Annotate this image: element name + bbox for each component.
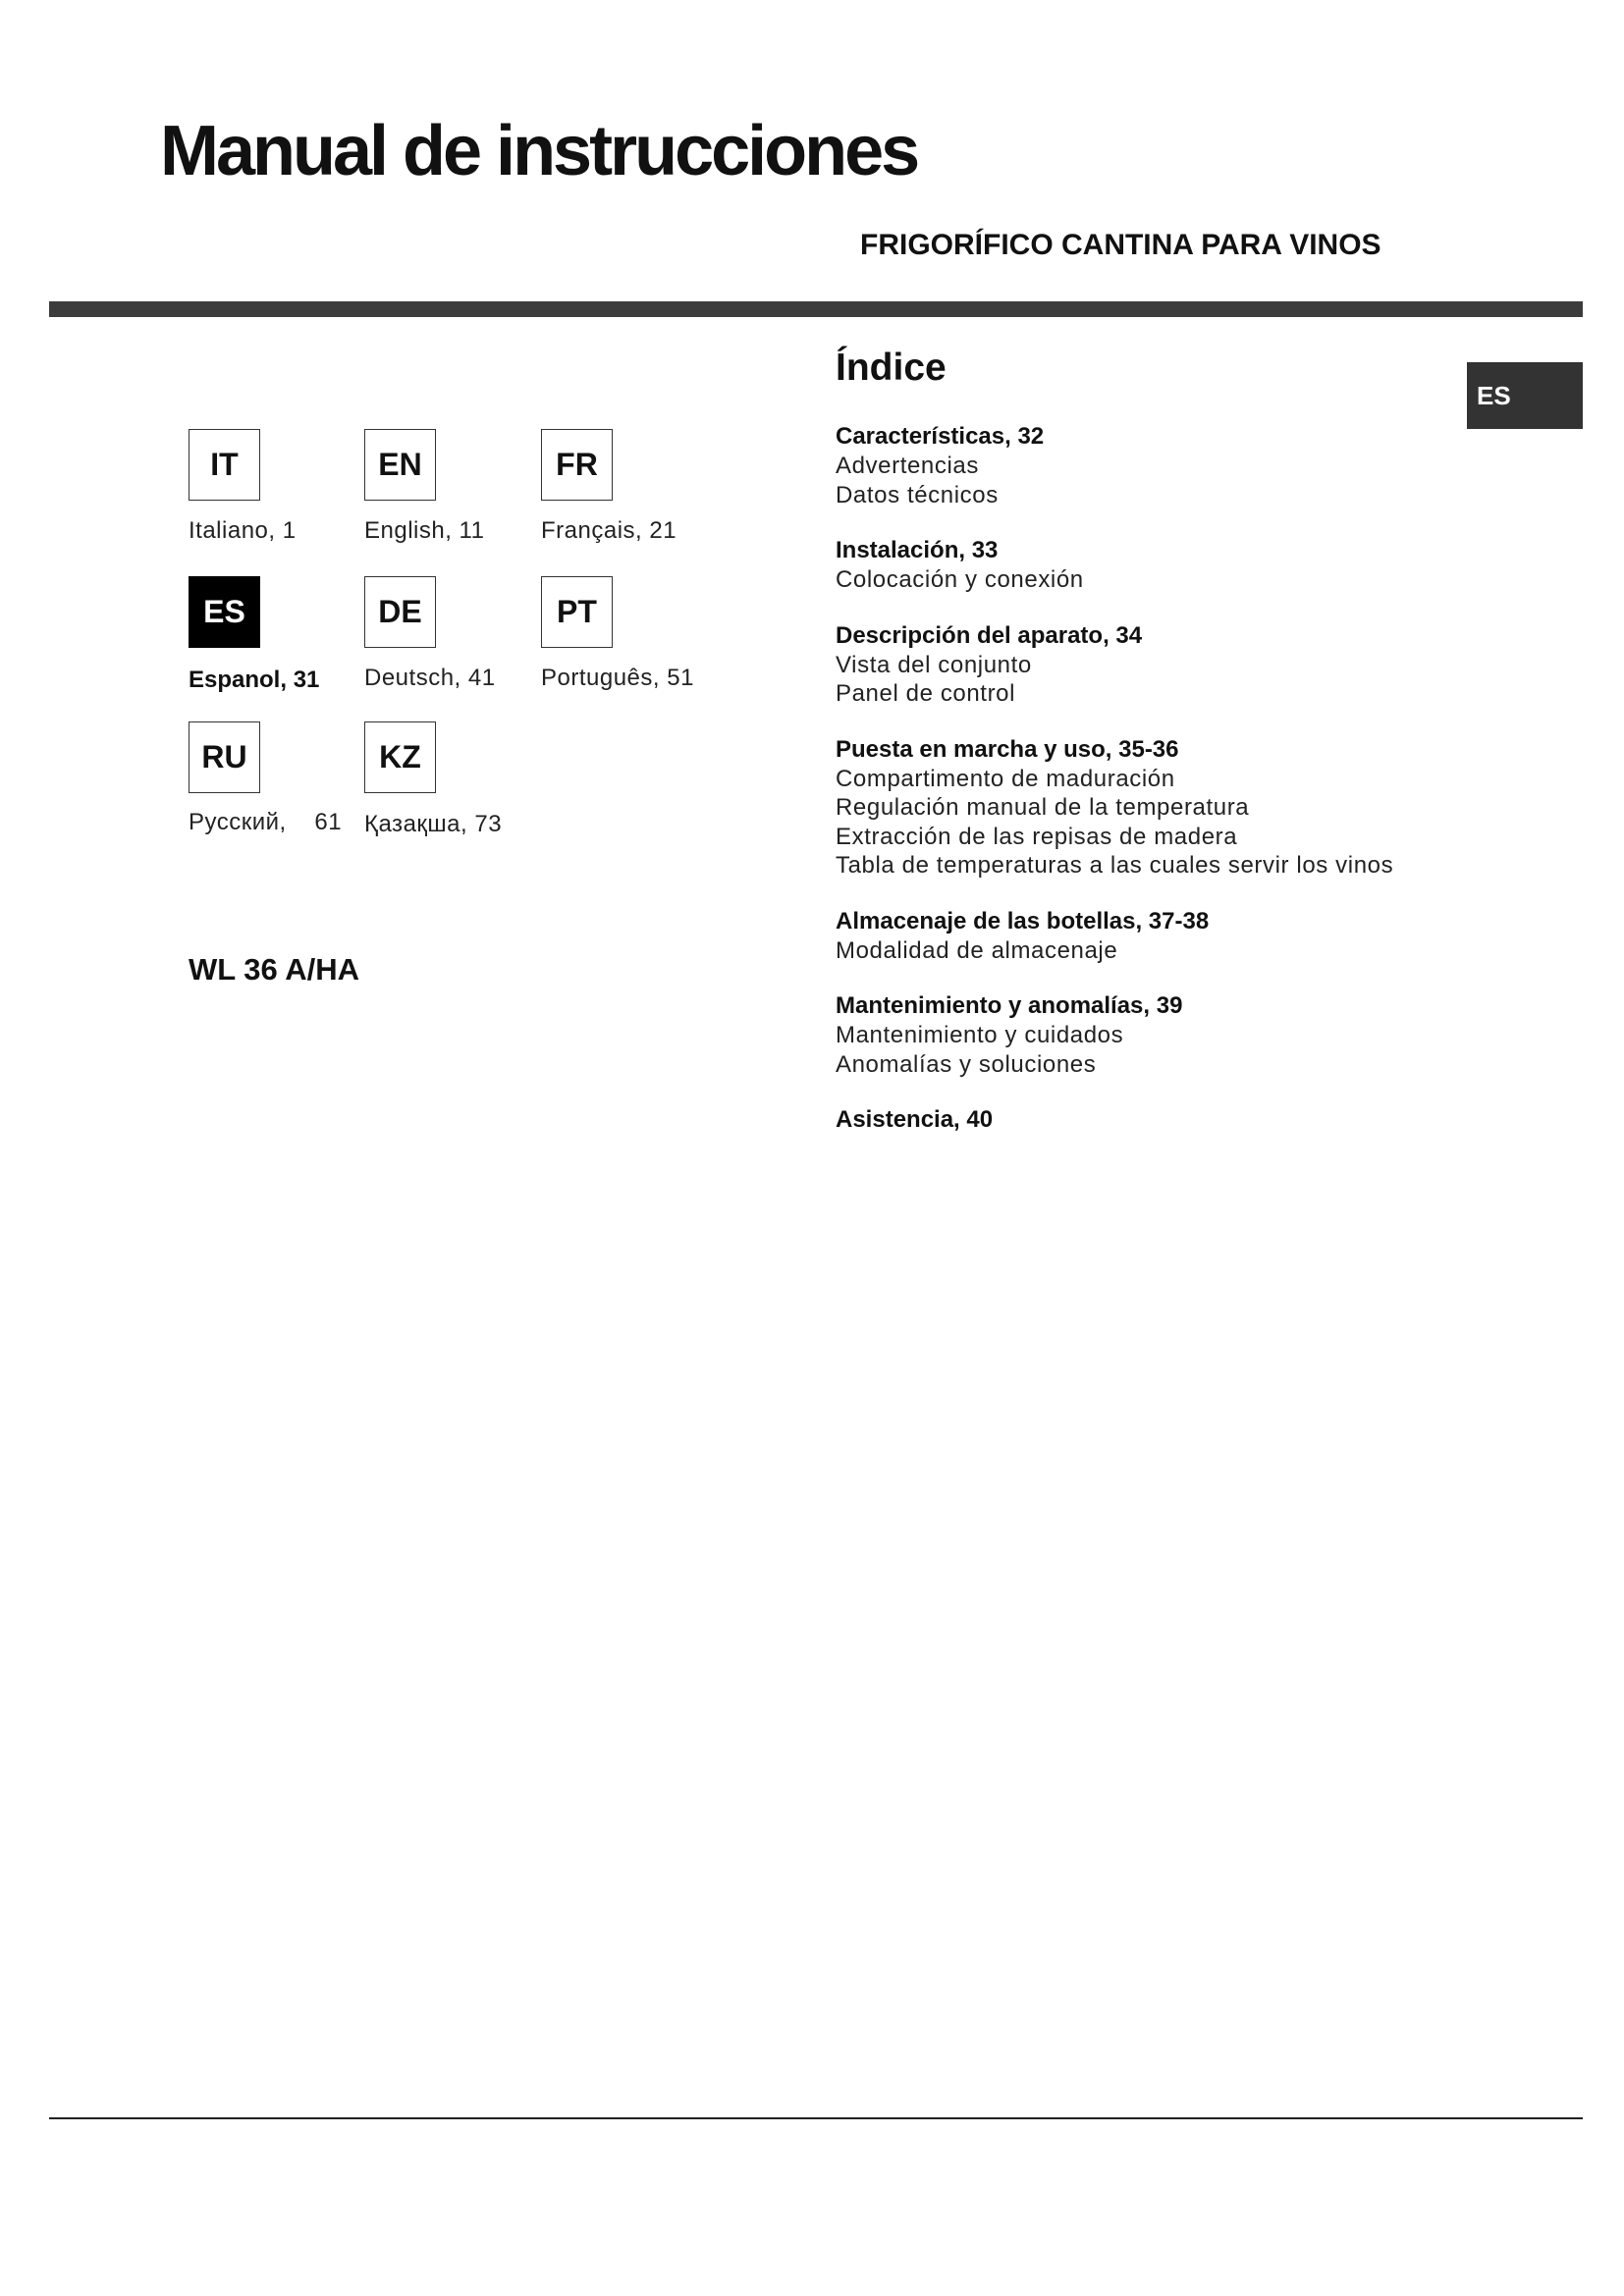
lang-box-fr[interactable]: FR (541, 429, 613, 501)
toc-title: Índice (836, 347, 947, 389)
toc-section (836, 991, 1523, 1079)
toc-section (836, 621, 1523, 709)
toc-section (836, 1105, 1523, 1135)
toc-item[interactable]: Anomalías y soluciones (836, 1050, 1097, 1078)
toc-section-heading[interactable]: Características, 32 (836, 423, 1045, 450)
document-subtitle: FRIGORÍFICO CANTINA PARA VINOS (860, 229, 1381, 261)
toc-item[interactable]: Compartimento de maduración (836, 765, 1175, 792)
toc-section-heading[interactable]: Instalación, 33 (836, 537, 999, 563)
toc-section (836, 422, 1523, 509)
top-divider (49, 301, 1583, 317)
toc-item[interactable]: Mantenimiento y cuidados (836, 1022, 1124, 1048)
toc-section-heading[interactable]: Mantenimiento y anomalías, 39 (836, 992, 1183, 1019)
lang-box-it[interactable]: IT (189, 429, 260, 501)
toc-section-heading[interactable]: Descripción del aparato, 34 (836, 621, 1143, 649)
table-of-contents (836, 422, 1523, 1161)
model-number: WL 36 A/HA (189, 952, 359, 987)
toc-item[interactable]: Advertencias (836, 453, 979, 479)
toc-section (836, 907, 1523, 966)
toc-section-heading[interactable]: Puesta en marcha y uso, 35-36 (836, 735, 1179, 763)
toc-item[interactable]: Tabla de temperaturas a las cuales servir los vinos (836, 852, 1394, 879)
bottom-divider (49, 2117, 1583, 2119)
toc-item[interactable]: Extracción de las repisas de madera (836, 823, 1238, 850)
lang-label-de[interactable]: Deutsch, 41 (364, 665, 496, 691)
lang-box-en[interactable]: EN (364, 429, 436, 501)
lang-label-kz[interactable]: Қазақша, 73 (364, 811, 503, 837)
toc-section-heading[interactable]: Asistencia, 40 (836, 1106, 994, 1133)
toc-item[interactable]: Regulación manual de la temperatura (836, 794, 1250, 821)
lang-box-pt[interactable]: PT (541, 576, 613, 648)
toc-section (836, 735, 1523, 881)
toc-section-heading[interactable]: Almacenaje de las botellas, 37-38 (836, 907, 1210, 934)
toc-item[interactable]: Datos técnicos (836, 481, 999, 508)
lang-box-de[interactable]: DE (364, 576, 436, 648)
document-title: Manual de instrucciones (160, 112, 918, 190)
language-tab-badge: ES (1467, 362, 1583, 429)
lang-label-ru[interactable]: Русский, 61 (189, 809, 343, 835)
toc-item[interactable]: Panel de control (836, 680, 1016, 707)
toc-item[interactable]: Colocación y conexión (836, 566, 1084, 593)
lang-label-es[interactable]: Espanol, 31 (189, 667, 320, 693)
lang-label-pt[interactable]: Português, 51 (541, 665, 694, 691)
toc-section (836, 536, 1523, 595)
toc-item[interactable]: Modalidad de almacenaje (836, 936, 1118, 964)
lang-box-kz[interactable]: KZ (364, 721, 436, 793)
lang-label-fr[interactable]: Français, 21 (541, 517, 677, 544)
lang-label-en[interactable]: English, 11 (364, 517, 485, 544)
lang-box-es[interactable]: ES (189, 576, 260, 648)
lang-label-it[interactable]: Italiano, 1 (189, 517, 297, 544)
lang-box-ru[interactable]: RU (189, 721, 260, 793)
toc-item[interactable]: Vista del conjunto (836, 651, 1032, 678)
